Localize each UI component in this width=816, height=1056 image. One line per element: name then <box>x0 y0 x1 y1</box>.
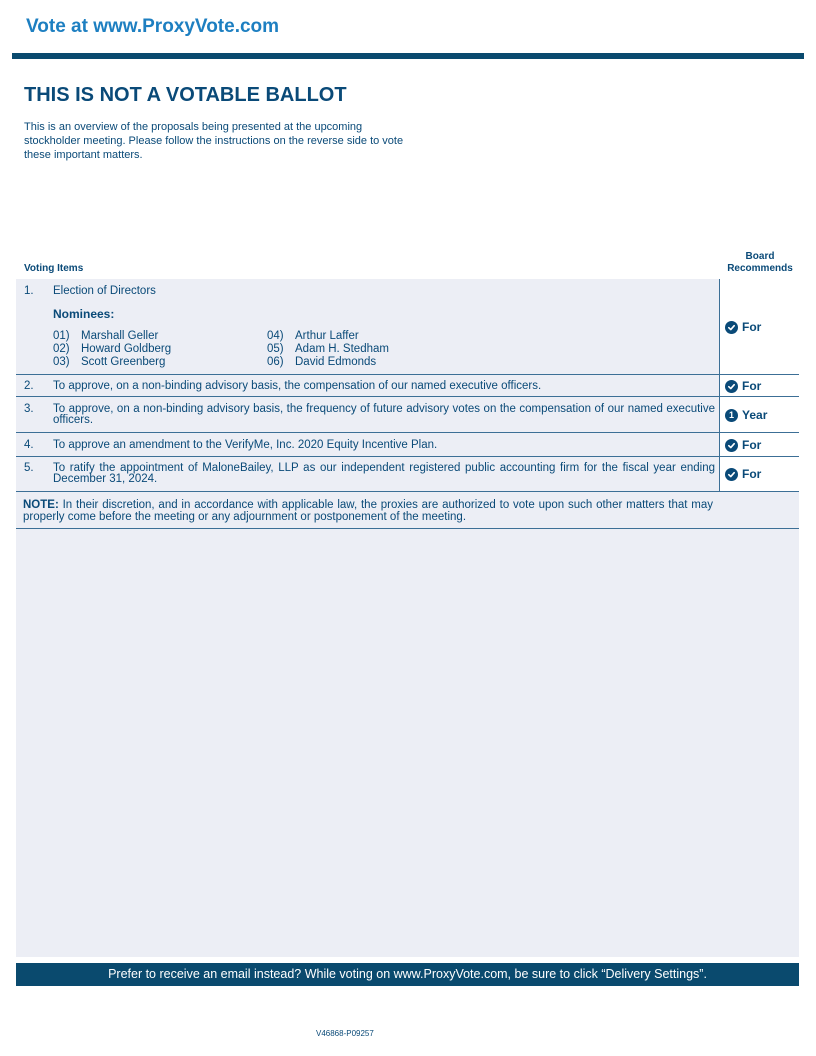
board-recommendation <box>719 433 799 456</box>
board-header-line1: Board <box>745 251 775 262</box>
proposal-row-5 <box>16 457 799 492</box>
recommendation-label: For <box>742 320 762 334</box>
proposal-row-1 <box>16 279 799 375</box>
nominee: 03) Scott Greenberg <box>53 356 166 368</box>
proposal-number: 2. <box>24 380 34 392</box>
proposal-number: 1. <box>24 285 34 297</box>
check-circle-icon <box>725 380 738 393</box>
intro-text: This is an overview of the proposals being presented at the upcoming stockholder meeting. Please follow the instructions on the reverse side to vote these important matters. <box>24 121 404 161</box>
proposal-row-4 <box>16 433 799 457</box>
board-recommendation <box>719 397 799 432</box>
site-header[interactable]: Vote at www.ProxyVote.com <box>26 16 280 37</box>
proposal-number: 5. <box>24 462 34 474</box>
board-recommendation <box>719 279 799 374</box>
header-rule <box>12 53 804 59</box>
note-rule <box>16 528 799 529</box>
nominee: 01) Marshall Geller <box>53 330 159 342</box>
nominee-column-2 <box>267 330 389 369</box>
proposal-number: 4. <box>24 439 34 451</box>
nominee: 04) Arthur Laffer <box>267 330 359 342</box>
document-code: V46868-P09257 <box>316 1029 374 1038</box>
recommendation-label: For <box>742 467 762 481</box>
delivery-settings-banner: Prefer to receive an email instead? While voting on www.ProxyVote.com, be sure to click “Delivery Settings”. <box>16 963 799 986</box>
board-recommendation <box>719 457 799 491</box>
proposal-text: Election of Directors <box>53 285 156 297</box>
note-text <box>23 499 713 523</box>
check-circle-icon <box>725 321 738 334</box>
proposal-row-2 <box>16 375 799 397</box>
proposal-text: To approve, on a non-binding advisory basis, the frequency of future advisory votes on the compensation of our named executive officers. <box>53 403 715 426</box>
check-circle-icon <box>725 439 738 452</box>
recommendation-label: Year <box>742 408 768 422</box>
check-circle-icon <box>725 468 738 481</box>
proposal-text: To approve an amendment to the VerifyMe, Inc. 2020 Equity Incentive Plan. <box>53 439 438 451</box>
proposal-number: 3. <box>24 403 34 415</box>
number-one-circle-icon: 1 <box>725 409 738 422</box>
board-recommends-header <box>716 251 804 275</box>
note-body: In their discretion, and in accordance with applicable law, the proxies are authorized to vote upon such other matters that may properly come before the meeting or any adjournment or postponement of the meeting. <box>23 499 713 523</box>
board-header-line2: Recommends <box>727 263 793 274</box>
voting-items-header: Voting Items <box>24 263 84 274</box>
proposal-text: To approve, on a non-binding advisory basis, the compensation of our named executive officers. <box>53 380 542 392</box>
page-title: THIS IS NOT A VOTABLE BALLOT <box>24 84 347 106</box>
note-label: NOTE: <box>23 499 59 511</box>
recommendation-label: For <box>742 438 762 452</box>
nominee-column-1 <box>53 330 171 369</box>
proposals-panel <box>16 279 799 957</box>
nominees-label: Nominees: <box>53 307 115 321</box>
nominee: 06) David Edmonds <box>267 356 377 368</box>
nominee: 02) Howard Goldberg <box>53 343 172 355</box>
recommendation-label: For <box>742 379 762 393</box>
proposal-text: To ratify the appointment of MaloneBailey, LLP as our independent registered public accounting firm for the fiscal year ending December 31, 2024. <box>53 462 715 485</box>
board-recommendation <box>719 375 799 396</box>
proposal-row-3 <box>16 397 799 433</box>
nominee: 05) Adam H. Stedham <box>267 343 389 355</box>
